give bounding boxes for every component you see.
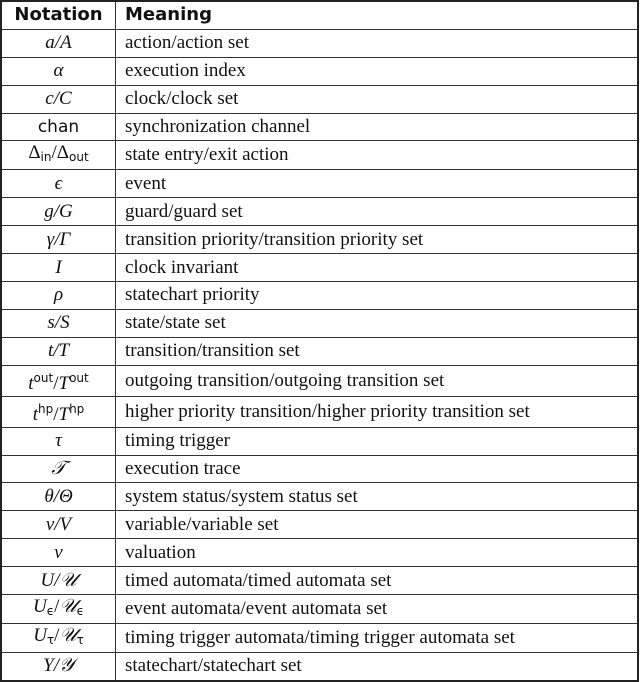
notation-cell xyxy=(1,595,116,624)
notation-cell xyxy=(1,113,116,141)
table-row xyxy=(1,595,638,624)
table-row xyxy=(1,309,638,337)
table-row xyxy=(1,427,638,455)
subscript-epsilon: ϵ xyxy=(46,604,55,619)
symbol-t: t xyxy=(32,403,38,425)
symbol-U: U xyxy=(33,596,47,618)
notation-cell xyxy=(1,624,116,653)
meaning-cell: action/action set xyxy=(116,29,639,57)
notation-cell xyxy=(1,396,116,427)
notation-cell: ϵ xyxy=(1,170,116,198)
table-row xyxy=(1,511,638,539)
meaning-cell: event xyxy=(116,170,639,198)
meaning-cell: guard/guard set xyxy=(116,198,639,226)
meaning-cell: execution trace xyxy=(116,455,639,483)
superscript-hp: hp xyxy=(69,401,85,416)
superscript-out: out xyxy=(33,370,54,385)
table-row xyxy=(1,254,638,282)
symbol-calU: 𝒰 xyxy=(59,625,77,647)
slash: / xyxy=(51,142,57,164)
table-row xyxy=(1,624,638,653)
meaning-cell: state/state set xyxy=(116,309,639,337)
notation-cell: I xyxy=(1,254,116,282)
slash: / xyxy=(53,403,59,425)
superscript-hp: hp xyxy=(37,401,54,416)
table-row xyxy=(1,141,638,170)
notation-cell xyxy=(1,365,116,396)
notation-cell: τ xyxy=(1,427,116,455)
meaning-cell: statechart/statechart set xyxy=(116,653,639,681)
table-row xyxy=(1,539,638,567)
notation-cell: 𝒯 xyxy=(1,455,116,483)
subscript-tau: τ xyxy=(46,633,55,648)
table-row xyxy=(1,170,638,198)
subscript-tau: τ xyxy=(76,633,84,648)
delta-symbol: Δ xyxy=(28,142,41,164)
slash: / xyxy=(53,372,59,394)
meaning-cell: execution index xyxy=(116,57,639,85)
notation-cell: ρ xyxy=(1,282,116,310)
meaning-cell: timing trigger automata/timing trigger automata set xyxy=(116,624,639,653)
meaning-cell: higher priority transition/higher priority transition set xyxy=(116,396,639,427)
notation-cell: γ/Γ xyxy=(1,226,116,254)
notation-cell: α xyxy=(1,57,116,85)
notation-cell: v/V xyxy=(1,511,116,539)
notation-chan: chan xyxy=(37,117,80,137)
symbol-calU: 𝒰 xyxy=(59,596,77,618)
notation-cell: U/𝒰 xyxy=(1,567,116,595)
delta-symbol: Δ xyxy=(56,142,69,164)
table-row xyxy=(1,365,638,396)
header-meaning: Meaning xyxy=(116,1,639,29)
table-row xyxy=(1,198,638,226)
meaning-cell: event automata/event automata set xyxy=(116,595,639,624)
symbol-U: U xyxy=(33,625,47,647)
notation-cell: Y/𝒴 xyxy=(1,653,116,681)
meaning-cell: transition/transition set xyxy=(116,337,639,365)
table-row xyxy=(1,455,638,483)
notation-cell: t/T xyxy=(1,337,116,365)
table-row xyxy=(1,483,638,511)
meaning-cell: synchronization channel xyxy=(116,113,639,141)
notation-cell xyxy=(1,141,116,170)
meaning-cell: transition priority/transition priority set xyxy=(116,226,639,254)
superscript-out: out xyxy=(69,370,89,385)
slash: / xyxy=(54,596,60,618)
header-notation: Notation xyxy=(1,1,116,29)
meaning-cell: valuation xyxy=(116,539,639,567)
meaning-cell: statechart priority xyxy=(116,282,639,310)
table-row xyxy=(1,226,638,254)
symbol-T: T xyxy=(58,372,70,394)
table-row xyxy=(1,29,638,57)
table-row xyxy=(1,85,638,113)
table-header-row xyxy=(1,1,638,29)
table-row xyxy=(1,337,638,365)
notation-cell: s/S xyxy=(1,309,116,337)
notation-cell: g/G xyxy=(1,198,116,226)
table-row xyxy=(1,113,638,141)
table-row xyxy=(1,396,638,427)
slash: / xyxy=(54,625,60,647)
notation-cell: c/C xyxy=(1,85,116,113)
meaning-cell: variable/variable set xyxy=(116,511,639,539)
meaning-cell: timing trigger xyxy=(116,427,639,455)
meaning-cell: outgoing transition/outgoing transition set xyxy=(116,365,639,396)
symbol-t: t xyxy=(28,372,34,394)
table-row xyxy=(1,653,638,681)
meaning-cell: timed automata/timed automata set xyxy=(116,567,639,595)
subscript-in: in xyxy=(40,150,52,165)
meaning-cell: state entry/exit action xyxy=(116,141,639,170)
meaning-cell: clock/clock set xyxy=(116,85,639,113)
subscript-out: out xyxy=(69,150,89,165)
notation-cell: a/A xyxy=(1,29,116,57)
meaning-cell: clock invariant xyxy=(116,254,639,282)
symbol-T: T xyxy=(58,403,70,425)
notation-cell: ν xyxy=(1,539,116,567)
subscript-epsilon: ϵ xyxy=(76,604,84,619)
notation-cell: θ/Θ xyxy=(1,483,116,511)
table-row xyxy=(1,57,638,85)
table-row xyxy=(1,282,638,310)
table-row xyxy=(1,567,638,595)
meaning-cell: system status/system status set xyxy=(116,483,639,511)
